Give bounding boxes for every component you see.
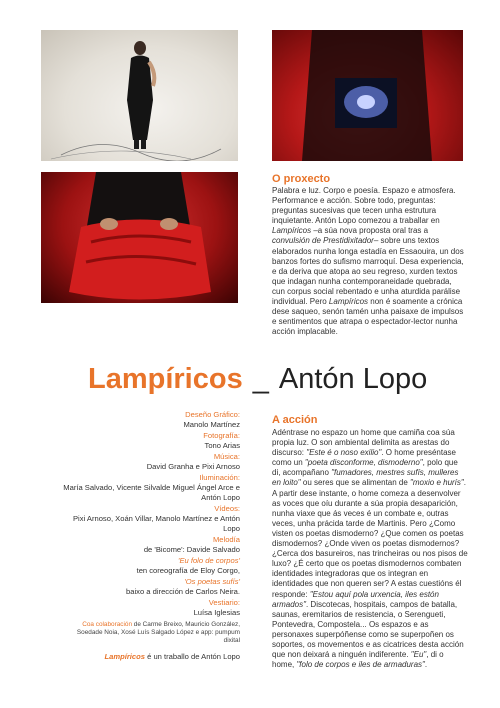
- credit-role: 'Os poetas sufís': [184, 577, 240, 586]
- studio-cables: [41, 125, 238, 161]
- screen-photo: [272, 30, 463, 161]
- red-dress: [41, 172, 238, 303]
- dress-photo: [41, 172, 238, 303]
- credit-role: Deseño Gráfico:: [185, 410, 240, 419]
- credit-names: baixo a dirección de Carlos Neira.: [126, 587, 240, 596]
- credit-names: María Salvado, Vicente Silvalde Miguel Ángel Arce e Antón Lopo: [63, 483, 240, 502]
- proxecto-text: Palabra e luz. Corpo e poesía. Espazo e atmosfera. Performance e acción. Sobre todo, preguntas: preguntas sucesivas que tecen unha estrutura inquietante. Antón Lopo comezou a traballar en Lampíricos –a súa nova proposta oral tras a convulsión de Prestidixitador– sobre uns textos elaborados nunha longa estadía en Essaouira, un dos banzos fortes do sufismo marroquí. Desa experiencia, e da deriva que atopa ao seu regreso, xurden textos que indagan nunha contemporaneidade quebrada, cun corpus social rebentado e unha aturdida parálise individual. Pero Lampíricos non é soamente a crónica dese saqueo, senón tamén unha paisaxe de impulsos e sentimentos que atrapa o espectador-lector nunha acción implacable.: [272, 186, 464, 337]
- credit-role: Melodía: [212, 535, 240, 544]
- credit-role: Vestiario:: [208, 598, 240, 607]
- credit-names: David Granha e Pixi Arnoso: [146, 462, 240, 471]
- page-title: [88, 360, 428, 400]
- title-separator: _: [252, 363, 269, 395]
- credit-names: Tono Arias: [204, 441, 240, 450]
- credit-role: Iluminación:: [199, 473, 240, 482]
- credit-role: 'Eu folo de corpos': [178, 556, 240, 565]
- title-lampiricos: Lampíricos: [88, 363, 243, 395]
- title-author: Antón Lopo: [278, 363, 428, 395]
- studio-photo: [41, 30, 238, 161]
- credits-column: [60, 410, 240, 662]
- accion-heading: A acción: [272, 414, 318, 426]
- credit-names: Manolo Martínez: [183, 420, 240, 429]
- credit-role: Fotografía:: [203, 431, 240, 440]
- proxecto-heading: O proxecto: [272, 173, 331, 185]
- credits-footer: Lampíricos é un traballo de Antón Lopo: [104, 651, 240, 661]
- accion-text: Adéntrase no espazo un home que camiña coa súa propia luz. O son ambiental delimita as arestas do discurso: "Este é o noso exilio". O home preséntase como un "poeta disconforme, dismoderno", polo que di, acompañano "fumadores, mestres sufís, mulleres en loito" ou seres que se alimentan de "moxio e hurís". A partir dese instante, o home comeza a desenvolver as voces que oíu durante a súa propia desaparición, nunha viaxe que ás veces é un combate e, outras veces, unha prácida tarde de Martinis. Pero ¿Como visten os poetas dismoderno? ¿Que comen os poetas dismodernos? ¿Onde viven os poetas dismodernos? ¿Cerca dos basureiros, nas trincheiras ou nos pisos de luxo? ¿É certo que os poetas dismodernos combaten identidades integradoras que os integran en identidades que non queren ser? A estas cuestións él responde: "Estou aquí pola urxencia, iles estón armados". Discotecas, hospitais, campos de batalla, saunas, eremitarios de resistencia, o Serengueti, Pontevedra, Compostela... Os espazos e as personaxes superpóñense como se superpoñen os soportes, os movementos e as cicatrices desta acción que non deixará a ninguén indiferente. "Eu", di o home, "folo de corpos e iles de armaduras".: [272, 428, 468, 670]
- glowing-screen: [272, 30, 463, 161]
- credit-role: Música:: [213, 452, 240, 461]
- collaboration-credit: Coa colaboración de Carme Breixo, Mauricio González, Soedade Noia, Xosé Luís Salgado López e app: pumpum dixital: [76, 621, 240, 645]
- credit-role: Vídeos:: [214, 504, 240, 513]
- credit-names: Luísa Iglesias: [193, 608, 240, 617]
- credit-names: Pixi Arnoso, Xoán Villar, Manolo Martínez e Antón Lopo: [72, 514, 240, 533]
- credit-names: ten coreografía de Eloy Corgo,: [136, 566, 240, 575]
- credit-names: de 'Bicome': Davide Salvado: [143, 545, 240, 554]
